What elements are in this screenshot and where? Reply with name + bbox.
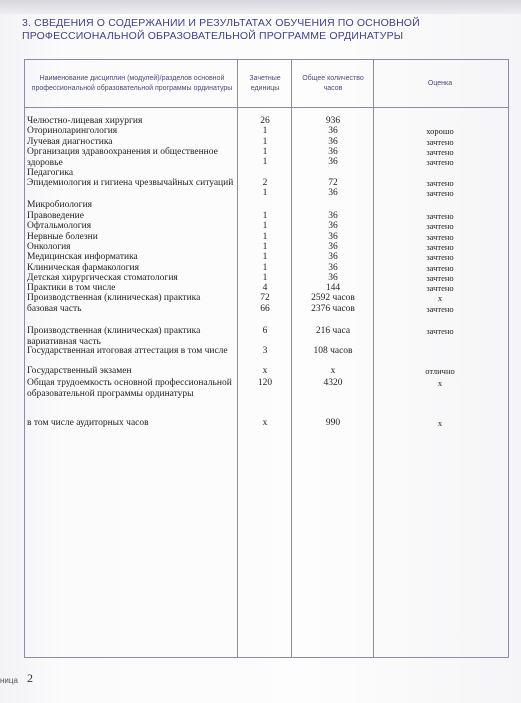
header-grade: Оценка [427,80,453,87]
row-credits: 1 [262,126,268,136]
row-name: Государственный экзамен [27,366,132,376]
row-credits: 1 [262,252,268,262]
row-hours: 36 [328,221,338,231]
row-grade: зачтено [426,273,454,283]
row-grade: зачтено [426,252,454,262]
column-divider [291,60,292,657]
row-name: Производственная (клиническая) практика вариативная часть [27,326,201,347]
row-credits: 1 [262,232,268,242]
row-grade: зачтено [426,137,454,147]
row-credits: 26 [260,116,270,126]
row-hours: 4320 [323,378,343,388]
row-credits: 3 [262,346,268,356]
row-grade: зачтено [426,157,454,167]
row-grade: x [437,418,443,428]
row-grade: хорошо [426,126,454,136]
row-credits: 1 [262,273,268,283]
row-hours: 108 часов [313,346,353,356]
row-hours: 36 [328,147,338,157]
row-credits: x [262,418,268,428]
heading-line-1: 3. СВЕДЕНИЯ О СОДЕРЖАНИИ И РЕЗУЛЬТАТАХ ОБУЧЕНИЯ ПО ОСНОВНОЙ [22,17,420,29]
row-credits: 4 [262,283,268,293]
row-name: в том числе аудиторных часов [27,418,149,428]
row-grade: зачтено [426,263,454,273]
row-hours: 990 [325,418,341,428]
header-name: Наименование дисциплин (модулей)/разделов основной профессиональной образовательной программы ординатуры [31,75,233,92]
page-number: 2 [27,671,33,685]
row-hours: 36 [328,188,338,198]
header-divider [25,107,508,108]
section-heading [22,17,502,43]
row-hours: 36 [328,232,338,242]
column-divider [373,60,374,657]
row-grade: зачтено [426,242,454,252]
row-name: Оториноларингология [27,126,118,136]
row-hours: 216 часа [315,326,351,336]
row-grade: зачтено [426,211,454,221]
row-name: базовая часть [27,304,82,314]
row-grade: зачтено [426,147,454,157]
row-name: Государственная итоговая аттестация в том числе [27,346,228,356]
row-name: Общая трудоемкость основной профессиональной образовательной программы ординатуры [27,378,232,399]
row-hours: 36 [328,137,338,147]
row-credits: x [262,366,268,376]
row-credits: 66 [260,304,270,314]
row-name: Нервные болезни [27,232,98,242]
row-credits: 120 [257,378,273,388]
row-hours: 2376 часов [311,304,355,314]
scan-top-shadow [0,0,521,14]
row-credits: 1 [262,221,268,231]
row-hours: 36 [328,126,338,136]
row-name: Педагогика [27,168,74,178]
results-table [24,59,509,658]
row-credits: 1 [262,188,268,198]
header-hours: Общее количество часов [302,75,364,92]
row-hours: 36 [328,242,338,252]
row-name: Челюстно-лицевая хирургия [27,116,143,126]
row-grade: зачтено [426,232,454,242]
row-grade: зачтено [426,304,454,314]
page-footer-text: ница [0,676,18,685]
row-credits: 1 [262,211,268,221]
row-hours: 2592 часов [311,293,355,303]
row-hours: 36 [328,273,338,283]
column-divider [237,60,238,657]
row-credits: 6 [262,326,268,336]
header-credits: Зачетные единицы [249,75,281,92]
row-grade: зачтено [426,178,454,188]
row-credits: 1 [262,263,268,273]
row-name: Медицинская информатика [27,252,138,262]
row-name: Правоведение [27,211,84,221]
row-hours: 72 [328,178,338,188]
row-credits: 1 [262,147,268,157]
row-name: Онкология [27,242,71,252]
row-hours: 936 [325,116,341,126]
row-name: Практики в том числе [27,283,116,293]
row-credits: 1 [262,242,268,252]
row-hours: 36 [328,263,338,273]
row-hours: 144 [325,283,341,293]
row-name: Детская хирургическая стоматология [27,273,178,283]
row-credits: 1 [262,157,268,167]
row-name: Организация здравоохранения и общественное здоровье [27,147,218,168]
row-credits: 72 [260,293,270,303]
row-credits: 1 [262,137,268,147]
row-hours: x [330,366,336,376]
row-grade: x [437,378,443,388]
row-grade: зачтено [426,283,454,293]
row-grade: x [437,293,443,303]
row-hours: 36 [328,157,338,167]
heading-line-2: ПРОФЕССИОНАЛЬНОЙ ОБРАЗОВАТЕЛЬНОЙ ПРОГРАММЕ ОРДИНАТУРЫ [22,30,404,42]
row-hours: 36 [328,252,338,262]
row-grade: отлично [425,366,455,376]
row-name: Эпидемиология и гигиена чрезвычайных ситуаций [27,178,234,188]
row-grade: зачтено [426,221,454,231]
row-grade: зачтено [426,326,454,336]
row-name: Производственная (клиническая) практика [27,293,201,303]
row-name: Лучевая диагностика [27,137,113,147]
row-grade: зачтено [426,188,454,198]
row-name: Микробиология [27,200,93,210]
row-hours: 36 [328,211,338,221]
row-name: Офтальмология [27,221,92,231]
row-name: Клиническая фармакология [27,263,139,273]
row-credits: 2 [262,178,268,188]
